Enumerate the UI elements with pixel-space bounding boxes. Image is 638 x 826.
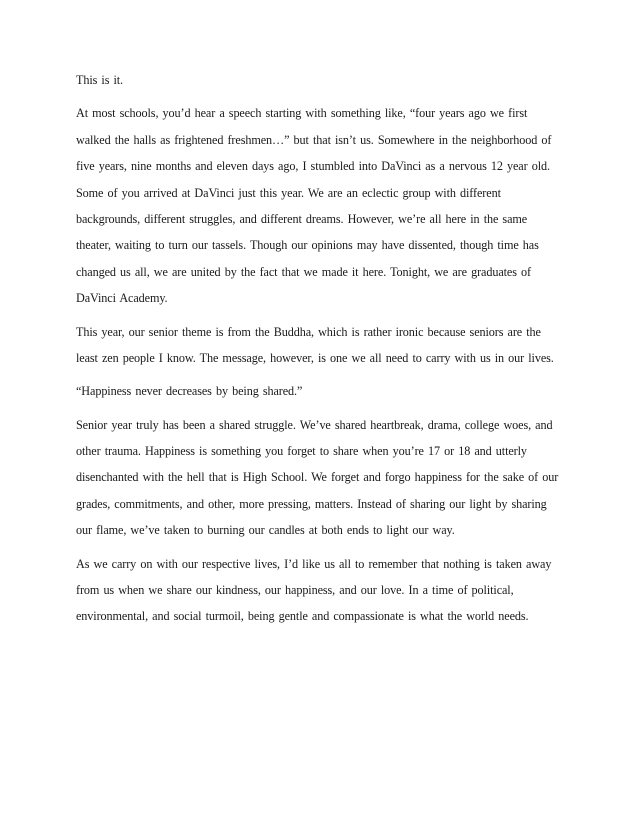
text-line: changed us all, we are united by the fact that we made it here. Tonight, we are graduates of [76,264,531,279]
text-line: from us when we share our kindness, our happiness, and our love. In a time of political, [76,583,514,598]
text-line: five years, nine months and eleven days ago, I stumbled into DaVinci as a nervous 12 year old. [76,159,550,174]
text-line: At most schools, you’d hear a speech starting with something like, “four years ago we first [76,106,528,121]
text-line: DaVinci Academy. [76,291,168,306]
paragraph-theme [76,319,576,372]
text-line: grades, commitments, and other, more pressing, matters. Instead of sharing our light by sharing [76,496,547,511]
text-line: environmental, and social turmoil, being gentle and compassionate is what the world needs. [76,609,529,624]
paragraph-opening [76,67,576,93]
quote-line: “Happiness never decreases by being shared.” [76,384,303,399]
text-line: Senior year truly has been a shared struggle. We’ve shared heartbreak, drama, college woes, and [76,417,553,432]
text-line: other trauma. Happiness is something you forget to share when you’re 17 or 18 and utterly [76,444,527,459]
text-line: Some of you arrived at DaVinci just this year. We are an eclectic group with different [76,185,501,200]
text-line: As we carry on with our respective lives, I’d like us all to remember that nothing is taken away [76,556,552,571]
paragraph-quote [76,378,576,404]
text-line: walked the halls as frightened freshmen…” but that isn’t us. Somewhere in the neighborhood of [76,132,552,147]
speech-text [76,67,576,637]
paragraph-introduction [76,100,576,311]
text-line: backgrounds, different struggles, and different dreams. However, we’re all here in the same [76,211,528,226]
text-line: disenchanted with the hell that is High School. We forget and forgo happiness for the sake of our [76,470,559,485]
text-line: This is it. [76,73,124,87]
text-line: This year, our senior theme is from the Buddha, which is rather ironic because seniors are the [76,324,541,339]
text-line: our flame, we’ve taken to burning our candles at both ends to light our way. [76,523,455,538]
text-line: least zen people I know. The message, however, is one we all need to carry with us in our lives. [76,350,554,365]
text-line: theater, waiting to turn our tassels. Though our opinions may have dissented, though time has [76,238,539,253]
paragraph-closing [76,551,576,630]
paragraph-senior-year [76,412,576,544]
